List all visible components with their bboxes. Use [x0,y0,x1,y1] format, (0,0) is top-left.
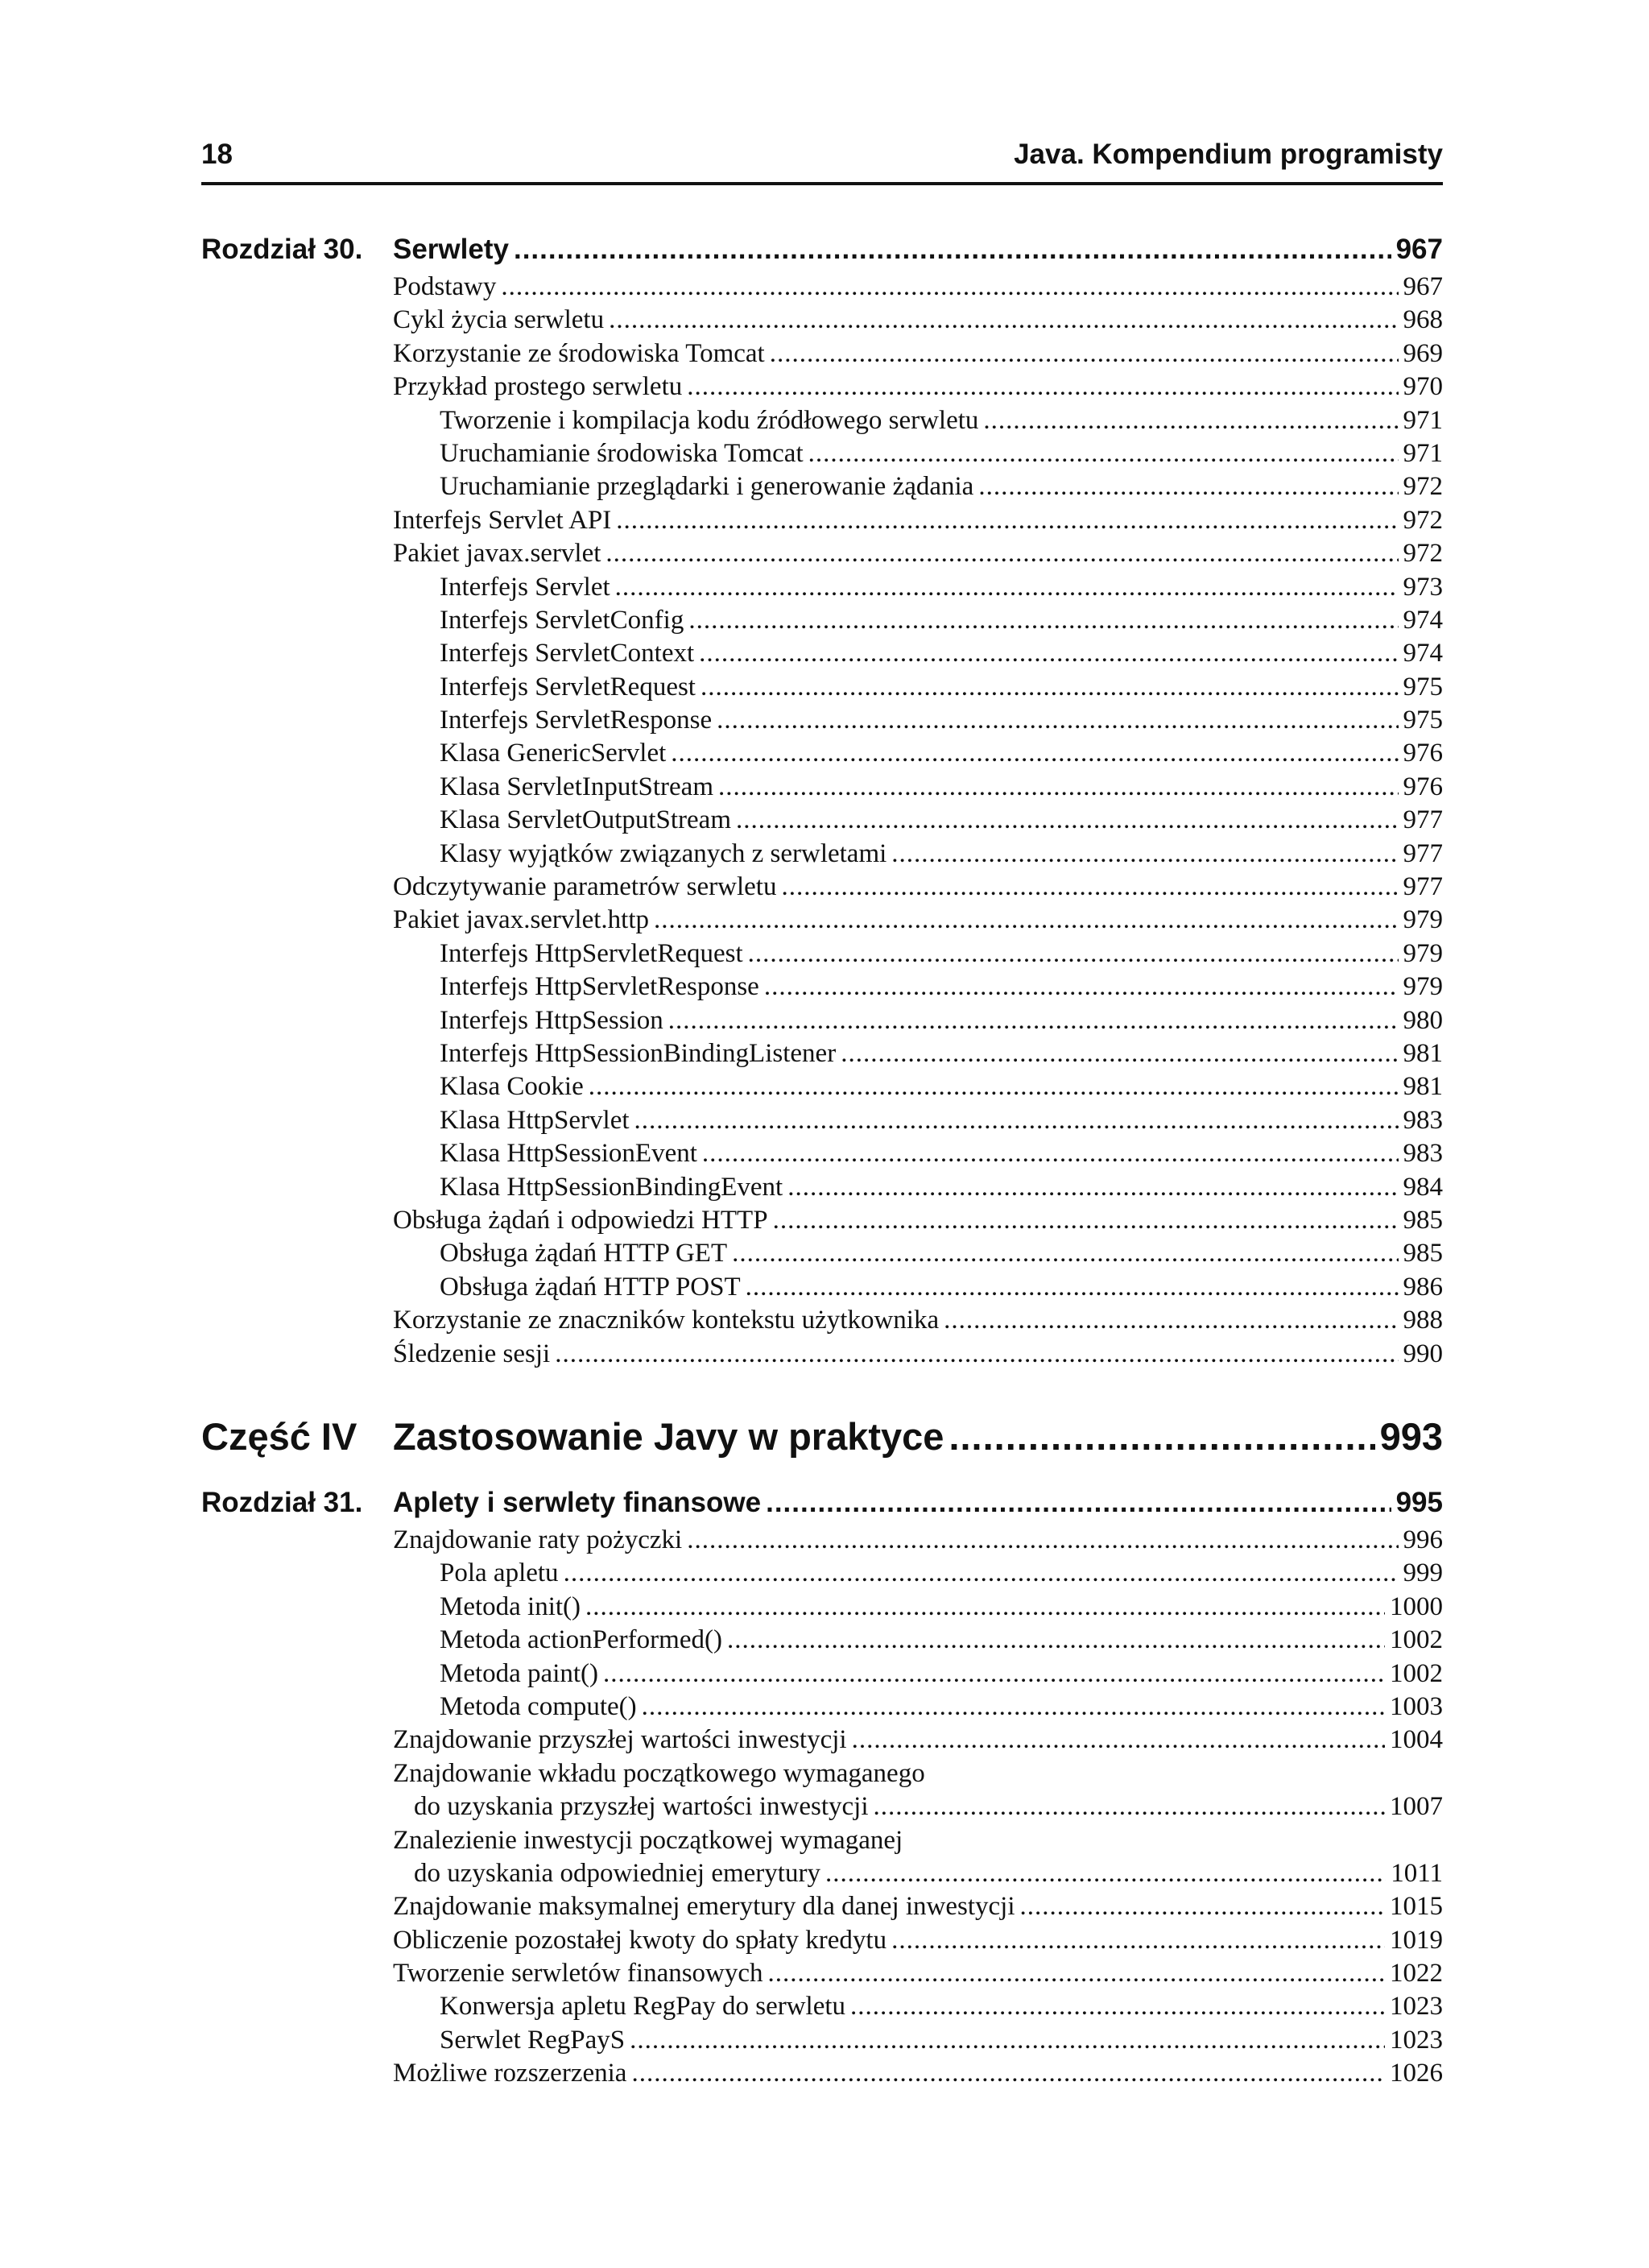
toc-subentry: Konwersja apletu RegPay do serwletu ..... 1023 [201,1992,1443,2025]
chapter-heading [201,1487,1443,1524]
part-page: 993 [1379,1415,1443,1458]
toc-entry: Pakiet javax.servlet.http ..... 979 [201,905,1443,938]
toc-entry: Przykład prostego serwletu ..... 970 [201,372,1443,405]
page-number: 18 [201,139,233,170]
leader-dots [514,234,1391,266]
toc-entry: Tworzenie serwletów finansowych ..... 1022 [201,1959,1443,1992]
toc-subentry: Klasa Cookie ..... 981 [201,1072,1443,1105]
toc-entry: Znajdowanie przyszłej wartości inwestycji ..... 1004 [201,1725,1443,1758]
chapter-title: Serwlety [393,234,509,265]
toc-entry: Możliwe rozszerzenia ..... 1026 [201,2059,1443,2092]
toc-entry-continuation: do uzyskania przyszłej wartości inwestycji ..... 1007 [201,1792,1443,1825]
chapter-title: Aplety i serwlety finansowe [393,1487,762,1518]
toc-subentry: Uruchamianie przeglądarki i generowanie żądania ..... 972 [201,472,1443,505]
toc-entry: Obliczenie pozostałej kwoty do spłaty kredytu ..... 1019 [201,1926,1443,1959]
toc-subentry: Tworzenie i kompilacja kodu źródłowego serwletu ..... 971 [201,406,1443,439]
toc-part-4 [201,1414,1443,1471]
toc-subentry: Interfejs ServletResponse ..... 975 [201,706,1443,739]
toc-subentry: Pola apletu ..... 999 [201,1558,1443,1591]
toc-entry-continuation: do uzyskania odpowiedniej emerytury ..... 1011 [201,1859,1443,1892]
toc-subentry: Obsługa żądań HTTP GET ..... 985 [201,1239,1443,1272]
toc-entry: Podstawy ..... 967 [201,272,1443,305]
part-title: Zastosowanie Javy w praktyce [393,1415,944,1458]
toc-subentry: Interfejs ServletContext ..... 974 [201,639,1443,672]
toc-subentry: Metoda init() ..... 1000 [201,1592,1443,1625]
toc-subentry: Interfejs HttpServletRequest ..... 979 [201,939,1443,972]
toc-entry: Odczytywanie parametrów serwletu ..... 977 [201,872,1443,905]
chapter-label: Rozdział 31. [201,1487,363,1518]
toc-subentry: Metoda paint() ..... 1002 [201,1659,1443,1692]
toc-entry: Pakiet javax.servlet ..... 972 [201,539,1443,572]
toc-subentry: Interfejs Servlet ..... 973 [201,573,1443,606]
chapter-page: 995 [1395,1487,1443,1518]
toc-subentry: Interfejs HttpSessionBindingListener ..... 981 [201,1039,1443,1072]
chapter-label: Rozdział 30. [201,234,363,265]
leader-dots [948,1414,1374,1459]
toc-subentry: Klasa HttpServlet ..... 983 [201,1106,1443,1139]
toc-chapter-30 [201,234,1443,1372]
toc-entry: Cykl życia serwletu ..... 968 [201,305,1443,338]
toc-subentry: Interfejs ServletConfig ..... 974 [201,606,1443,639]
chapter-page: 967 [1395,234,1443,265]
toc-subentry: Klasa HttpSessionBindingEvent ..... 984 [201,1173,1443,1206]
running-header [201,139,1443,185]
chapter-heading [201,234,1443,271]
toc-entry-line: Znalezienie inwestycji początkowej wymaganej [393,1825,903,1855]
toc-subentry: Metoda compute() ..... 1003 [201,1692,1443,1725]
toc-subentry: Obsługa żądań HTTP POST ..... 986 [201,1273,1443,1306]
toc-entry-line: Znajdowanie wkładu początkowego wymaganego [393,1758,925,1788]
toc-entry: Interfejs Servlet API ..... 972 [201,506,1443,539]
toc-subentry: Klasa HttpSessionEvent ..... 983 [201,1139,1443,1172]
toc-chapter-31 [201,1487,1443,2092]
toc-entry: Śledzenie sesji ..... 990 [201,1339,1443,1372]
toc-entry: Korzystanie ze środowiska Tomcat ..... 969 [201,339,1443,372]
toc-subentry: Klasa ServletInputStream ..... 976 [201,772,1443,805]
toc-subentry: Serwlet RegPayS ..... 1023 [201,2026,1443,2059]
toc-subentry: Interfejs HttpServletResponse ..... 979 [201,972,1443,1005]
toc-entry: Obsługa żądań i odpowiedzi HTTP ..... 985 [201,1206,1443,1239]
toc-entry: Znajdowanie maksymalnej emerytury dla danej inwestycji ..... 1015 [201,1892,1443,1925]
toc-subentry: Klasa GenericServlet ..... 976 [201,739,1443,772]
toc-subentry: Interfejs HttpSession ..... 980 [201,1006,1443,1039]
toc-subentry: Interfejs ServletRequest ..... 975 [201,673,1443,706]
toc-entry: Znajdowanie raty pożyczki ..... 996 [201,1525,1443,1558]
leader-dots [766,1487,1391,1519]
part-label: Część IV [201,1415,357,1458]
toc-subentry: Metoda actionPerformed() ..... 1002 [201,1625,1443,1658]
toc-subentry: Uruchamianie środowiska Tomcat ..... 971 [201,439,1443,472]
part-heading [201,1414,1443,1471]
toc-subentry: Klasy wyjątków związanych z serwletami ..... 977 [201,839,1443,872]
book-title: Java. Kompendium programisty [1014,139,1443,170]
toc-subentry: Klasa ServletOutputStream ..... 977 [201,805,1443,838]
toc-entry: Korzystanie ze znaczników kontekstu użytkownika ..... 988 [201,1306,1443,1339]
